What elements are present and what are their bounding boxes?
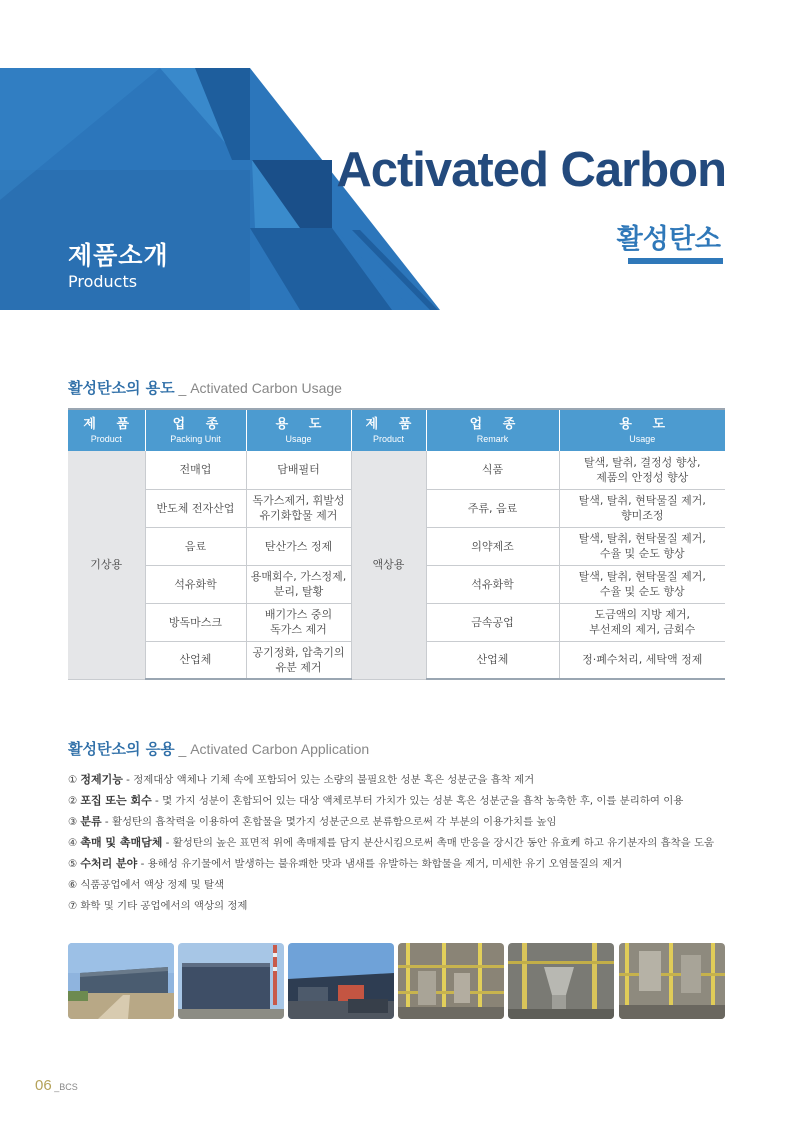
table-header-row: [68, 409, 725, 451]
list-item-term: 촉매 및 촉매담체: [80, 836, 163, 849]
list-item-number: ②: [68, 795, 78, 807]
list-item-term: 정제기능: [80, 773, 123, 786]
cell-industry-left: 석유화학: [145, 565, 246, 603]
section-title-english: Products: [68, 272, 138, 291]
cell-usage-right: 탈색, 탈취, 현탁물질 제거, 향미조정: [559, 489, 725, 527]
footer-brand: _BCS: [51, 1082, 78, 1092]
list-item-term: 포집 또는 회수: [80, 794, 152, 807]
factory-photo-5: [508, 943, 614, 1019]
header-product-right: 제 품 Product: [351, 409, 426, 451]
list-item: [68, 878, 714, 899]
application-heading-english: _ Activated Carbon Application: [174, 741, 370, 757]
list-item-number: ①: [68, 774, 78, 786]
cell-usage-left: 공기정화, 압축기의 유분 제거: [246, 641, 351, 679]
header-usage-right: 용 도 Usage: [559, 409, 725, 451]
cell-usage-right: 탈색, 탈취, 현탁물질 제거, 수율 및 순도 향상: [559, 527, 725, 565]
subtitle-underline: [628, 258, 723, 264]
list-item-number: ⑦: [68, 900, 78, 912]
cell-industry-right: 석유화학: [426, 565, 559, 603]
list-item-description: - 몇 가지 성분이 혼합되어 있는 대상 액체로부터 가치가 있는 성분 혹은 성분군을 흡착 농축한 후, 이를 분리하여 이용: [151, 795, 684, 807]
cell-usage-left: 독가스제거, 휘발성 유기화합물 제거: [246, 489, 351, 527]
factory-photo-3: [288, 943, 394, 1019]
category-liquid-phase: 액상용: [351, 451, 426, 679]
header-product-left: 제 품 Product: [68, 409, 145, 451]
page-number: 06: [35, 1077, 52, 1094]
list-item-number: ③: [68, 816, 78, 828]
list-item-description: 화학 및 기타 공업에서의 액상의 정제: [80, 900, 248, 912]
list-item-description: - 활성탄의 높은 표면적 위에 촉매제를 담지 분산시킴으로써 촉매 반응을 장시간 동안 유효케 하고 유기분자의 흡착을 도움: [162, 837, 715, 849]
page-subtitle: 활성탄소: [616, 224, 721, 255]
list-item: [68, 836, 714, 857]
cell-usage-left: 탄산가스 정제: [246, 527, 351, 565]
cell-industry-right: 의약제조: [426, 527, 559, 565]
cell-industry-right: 식품: [426, 451, 559, 489]
cell-industry-left: 전매업: [145, 451, 246, 489]
list-item: [68, 794, 714, 815]
cell-industry-left: 음료: [145, 527, 246, 565]
factory-photo-4: [398, 943, 504, 1019]
list-item-number: ⑤: [68, 858, 78, 870]
header-usage-left: 용 도 Usage: [246, 409, 351, 451]
list-item: [68, 899, 714, 920]
application-heading-korean: 활성탄소의 응용: [68, 740, 175, 758]
list-item-description: - 정제대상 액체나 기체 속에 포함되어 있는 소량의 불필요한 성분 혹은 성분군을 흡착 제거: [122, 774, 535, 786]
header-industry-left: 업 종 Packing Unit: [145, 409, 246, 451]
cell-usage-right: 탈색, 탈취, 결정성 향상, 제품의 안정성 향상: [559, 451, 725, 489]
factory-photo-2: [178, 943, 284, 1019]
usage-heading-korean: 활성탄소의 용도: [68, 379, 175, 397]
page-title: Activated Carbon: [336, 143, 726, 197]
application-section-heading: [68, 738, 369, 759]
cell-usage-left: 담배필터: [246, 451, 351, 489]
cell-industry-left: 산업체: [145, 641, 246, 679]
list-item-term: 분류: [80, 815, 102, 828]
cell-usage-left: 배기가스 중의 독가스 제거: [246, 603, 351, 641]
factory-photo-1: [68, 943, 174, 1019]
cell-usage-right: 도금액의 지방 제거, 부선제의 제거, 금회수: [559, 603, 725, 641]
cell-usage-right: 탈색, 탈취, 현탁물질 제거, 수율 및 순도 향상: [559, 565, 725, 603]
cell-industry-left: 반도체 전자산업: [145, 489, 246, 527]
cell-usage-left: 용매회수, 가스정제, 분리, 탈황: [246, 565, 351, 603]
list-item-number: ⑥: [68, 879, 78, 891]
table-row: [68, 451, 725, 489]
cell-industry-right: 금속공업: [426, 603, 559, 641]
application-list: [68, 773, 714, 920]
cell-usage-right: 정·폐수처리, 세탁액 정제: [559, 641, 725, 679]
usage-table: [68, 408, 725, 680]
factory-photo-6: [619, 943, 725, 1019]
usage-heading-english: _ Activated Carbon Usage: [174, 380, 342, 396]
section-title-korean: 제품소개: [68, 241, 169, 270]
header-industry-right: 업 종 Remark: [426, 409, 559, 451]
list-item: [68, 815, 714, 836]
usage-section-heading: [68, 377, 342, 398]
photo-strip: [68, 943, 725, 1019]
list-item: [68, 773, 714, 794]
list-item-description: - 용해성 유기물에서 발생하는 불유쾌한 맛과 냄새를 유발하는 화합물을 제거, 미세한 유기 오염물질의 제거: [137, 858, 623, 870]
list-item-number: ④: [68, 837, 78, 849]
list-item: [68, 857, 714, 878]
cell-industry-right: 주류, 음료: [426, 489, 559, 527]
list-item-description: 식품공업에서 액상 정제 및 탈색: [80, 879, 225, 891]
cell-industry-left: 방독마스크: [145, 603, 246, 641]
category-gas-phase: 기상용: [68, 451, 145, 679]
page-footer: [35, 1075, 78, 1094]
cell-industry-right: 산업체: [426, 641, 559, 679]
list-item-description: - 활성탄의 흡착력을 이용하여 혼합물을 몇가지 성분군으로 분류함으로써 각 부분의 이용가치를 높임: [101, 816, 557, 828]
list-item-term: 수처리 분야: [80, 857, 138, 870]
